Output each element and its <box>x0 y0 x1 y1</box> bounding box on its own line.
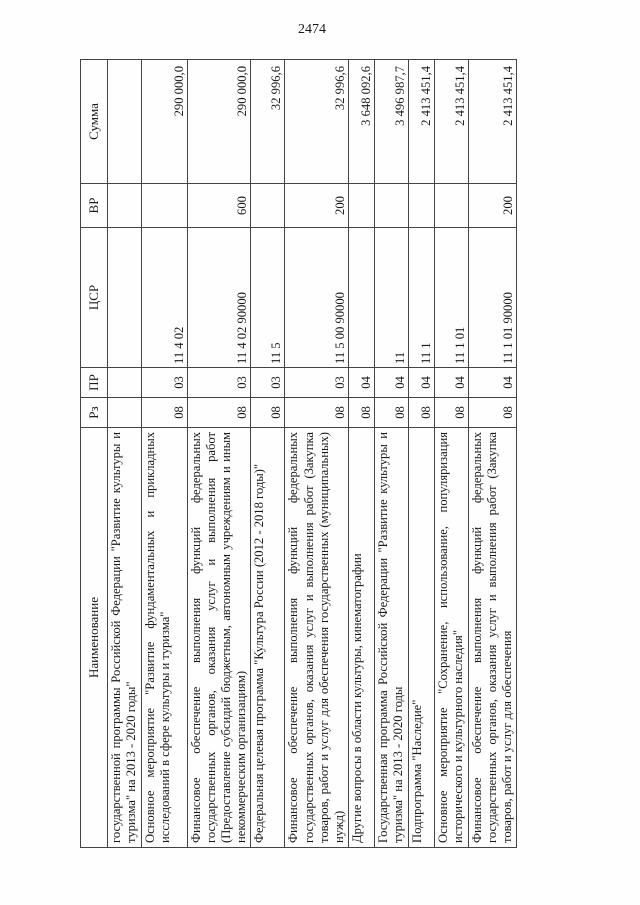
row-sum-cell: 2 413 451,4 <box>468 60 516 184</box>
row-name-cell: Финансовое обеспечение выполнения функций федеральных государственных органов, оказания услуг и выполнения работ (Закупка товаров, работ и услуг для обеспечения государственных (муниципальных) нужд) <box>285 428 348 848</box>
row-sum-cell: 32 996,6 <box>285 60 348 184</box>
row-sum-cell: 32 996,6 <box>251 60 285 184</box>
table-body <box>108 60 517 848</box>
table-row <box>285 60 348 848</box>
row-sum-cell: 3 648 092,6 <box>348 60 374 184</box>
row-csr-cell: 11 5 00 90000 <box>285 228 348 368</box>
row-rz-cell: 08 <box>408 398 434 428</box>
row-vr-cell: 200 <box>285 184 348 228</box>
row-sum-cell: 290 000,0 <box>188 60 251 184</box>
row-pr-cell: 04 <box>408 368 434 398</box>
row-vr-cell <box>108 184 142 228</box>
col-header-rz: Рз <box>81 398 108 428</box>
row-rz-cell: 08 <box>374 398 408 428</box>
row-rz-cell: 08 <box>285 398 348 428</box>
col-header-name: Наименование <box>81 428 108 848</box>
row-sum-cell: 3 496 987,7 <box>374 60 408 184</box>
row-rz-cell: 08 <box>251 398 285 428</box>
row-name-cell: Основное мероприятие "Развитие фундаментальных и прикладных исследований в сфере культуры и туризма" <box>142 428 188 848</box>
row-rz-cell: 08 <box>434 398 468 428</box>
row-vr-cell <box>374 184 408 228</box>
col-header-sum: Сумма <box>81 60 108 184</box>
row-csr-cell <box>348 228 374 368</box>
page-number: 2474 <box>298 22 326 37</box>
row-pr-cell: 03 <box>142 368 188 398</box>
row-name-cell: Подпрограмма "Наследие" <box>408 428 434 848</box>
table-row <box>434 60 468 848</box>
row-rz-cell: 08 <box>188 398 251 428</box>
row-vr-cell: 200 <box>468 184 516 228</box>
row-pr-cell: 04 <box>434 368 468 398</box>
row-rz-cell: 08 <box>468 398 516 428</box>
table-header-row <box>81 60 108 848</box>
row-csr-cell: 11 5 <box>251 228 285 368</box>
row-sum-cell: 290 000,0 <box>142 60 188 184</box>
row-vr-cell <box>434 184 468 228</box>
row-pr-cell: 03 <box>188 368 251 398</box>
row-vr-cell <box>348 184 374 228</box>
row-pr-cell: 04 <box>374 368 408 398</box>
row-pr-cell <box>108 368 142 398</box>
budget-table <box>80 59 517 848</box>
row-vr-cell <box>408 184 434 228</box>
col-header-pr: ПР <box>81 368 108 398</box>
row-sum-cell <box>108 60 142 184</box>
row-pr-cell: 04 <box>348 368 374 398</box>
row-name-cell: Основное мероприятие "Сохранение, использование, популяризация исторического и культурного наследия" <box>434 428 468 848</box>
row-rz-cell: 08 <box>142 398 188 428</box>
row-name-cell: государственной программы Российской Федерации "Развитие культуры и туризма" на 2013 - 2020 годы" <box>108 428 142 848</box>
row-name-cell: Другие вопросы в области культуры, кинематографии <box>348 428 374 848</box>
table-row <box>188 60 251 848</box>
table-row <box>468 60 516 848</box>
row-name-cell: Государственная программа Российской Федерации "Развитие культуры и туризма" на 2013 - 2020 годы <box>374 428 408 848</box>
row-csr-cell <box>108 228 142 368</box>
table-row <box>348 60 374 848</box>
table-row <box>142 60 188 848</box>
row-vr-cell <box>142 184 188 228</box>
row-name-cell: Финансовое обеспечение выполнения функций федеральных государственных органов, оказания услуг и выполнения работ (Закупка товаров, работ и услуг для обеспечения <box>468 428 516 848</box>
row-csr-cell: 11 1 01 <box>434 228 468 368</box>
row-name-cell: Финансовое обеспечение выполнения функций федеральных государственных органов, оказания услуг и выполнения работ (Предоставление субсидий бюджетным, автономным учреждениям и иным некоммерческим организациям) <box>188 428 251 848</box>
row-sum-cell: 2 413 451,4 <box>408 60 434 184</box>
row-rz-cell: 08 <box>348 398 374 428</box>
table-row <box>251 60 285 848</box>
row-csr-cell: 11 1 01 90000 <box>468 228 516 368</box>
row-vr-cell: 600 <box>188 184 251 228</box>
row-csr-cell: 11 4 02 90000 <box>188 228 251 368</box>
row-name-cell: Федеральная целевая программа "Культура России (2012 - 2018 годы)" <box>251 428 285 848</box>
row-pr-cell: 03 <box>251 368 285 398</box>
row-sum-cell: 2 413 451,4 <box>434 60 468 184</box>
table-row <box>408 60 434 848</box>
table-row <box>108 60 142 848</box>
row-pr-cell: 04 <box>468 368 516 398</box>
col-header-vr: ВР <box>81 184 108 228</box>
row-pr-cell: 03 <box>285 368 348 398</box>
row-vr-cell <box>251 184 285 228</box>
row-csr-cell: 11 <box>374 228 408 368</box>
row-rz-cell <box>108 398 142 428</box>
col-header-csr: ЦСР <box>81 228 108 368</box>
row-csr-cell: 11 1 <box>408 228 434 368</box>
row-csr-cell: 11 4 02 <box>142 228 188 368</box>
budget-table-rotated <box>80 60 610 848</box>
table-row <box>374 60 408 848</box>
